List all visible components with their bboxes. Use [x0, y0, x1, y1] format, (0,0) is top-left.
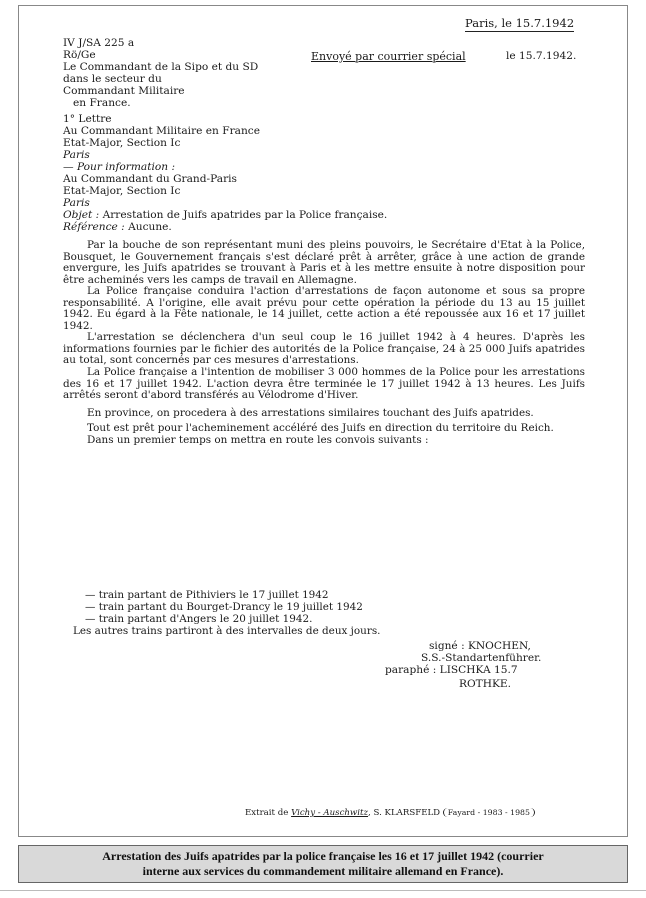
sender-line-3: Commandant Militaire	[63, 85, 185, 97]
extract-author: , S. KLARSFELD	[368, 808, 441, 818]
sent-date: le 15.7.1942.	[506, 50, 577, 62]
reference-code: IV J/SA 225 a	[63, 37, 135, 49]
extract-prefix: Extrait de	[245, 808, 289, 818]
objet-text: Arrestation de Juifs apatrides par la Police française.	[102, 209, 388, 221]
reference-text: Aucune.	[128, 221, 172, 233]
cc-line-1: Au Commandant du Grand-Paris	[63, 173, 237, 185]
train-1: — train partant de Pithiviers le 17 juillet 1942	[85, 589, 329, 601]
paragraph-3: L'arrestation se déclenchera d'un seul coup le 16 juillet 1942 à 4 heures. D'après les informations fournies par le fichier des autorités de la Police française, 24 à 25 000 Juifs apatrides au total, sont concernés par ces mesures d'arrestations.	[63, 331, 585, 367]
recipient-city: Paris	[63, 149, 90, 161]
paragraph-5: En province, on procedera à des arrestations similaires touchant des Juifs apatrides.	[87, 406, 534, 419]
final-line: Les autres trains partiront à des intervalles de deux jours.	[73, 625, 381, 637]
cc-city: Paris	[63, 197, 90, 209]
rank: S.S.-Standartenführer.	[421, 652, 542, 664]
sender-line-2: dans le secteur du	[63, 73, 162, 85]
paraphe: paraphé : LISCHKA 15.7	[385, 664, 518, 676]
sent-note: Envoyé par courrier spécial	[311, 50, 466, 63]
reference-label: Référence :	[63, 221, 125, 233]
rothke: ROTHKE.	[459, 678, 511, 690]
objet-line	[63, 210, 387, 221]
paragraph-2: La Police française conduira l'action d'arrestations de façon autonome et sous sa propre responsabilité. A l'origine, elle avait prévu pour cette opération la période du 13 au 15 juillet 1942. Eu égard à la Fête nationale, le 14 juillet, cette action a été repoussée aux 16 et 17 juillet 1942.	[63, 285, 585, 332]
paragraph-1: Par la bouche de son représentant muni des pleins pouvoirs, le Secrétaire d'Etat à la Police, Bousquet, le Gouvernement français s'est déclaré prêt à arrêter, grâce à une action de grande envergure, les Juifs apatrides se trouvant à Paris et à les mettre ensuite à notre disposition pour être acheminés vers les camps de travail en Allemagne.	[63, 239, 585, 286]
sender-line-4: en France.	[73, 97, 131, 109]
reference-line	[63, 222, 172, 233]
extract-publisher: Fayard - 1983 - 1985	[443, 808, 535, 817]
scanned-letter	[18, 5, 628, 837]
paragraph-4: La Police française a l'intention de mobiliser 3 000 hommes de la Police pour les arrestations des 16 et 17 juillet 1942. L'action devra être terminée le 17 juillet 1942 à 13 heures. Les Juifs arrêtés seront d'abord transférés au Vélodrome d'Hiver.	[63, 366, 585, 402]
train-3: — train partant d'Angers le 20 juillet 1942.	[85, 613, 313, 625]
paragraph-7: Dans un premier temps on mettra en route les convois suivants :	[87, 433, 429, 446]
objet-label: Objet :	[63, 209, 100, 221]
place-date: Paris, le 15.7.1942	[465, 16, 575, 30]
caption-line-1: Arrestation des Juifs apatrides par la police française les 16 et 17 juillet 1942 (courrier	[102, 849, 544, 863]
for-information: — Pour information :	[63, 161, 176, 173]
train-2: — train partant du Bourget-Drancy le 19 juillet 1942	[85, 601, 363, 613]
recipient-line-2: Etat-Major, Section Ic	[63, 137, 181, 149]
paragraph-6: Tout est prêt pour l'acheminement accéléré des Juifs en direction du territoire du Reich.	[87, 422, 554, 435]
caption-line-2: interne aux services du commandement militaire allemand en France).	[142, 864, 504, 878]
first-letter: 1° Lettre	[63, 113, 112, 125]
bottom-divider	[0, 890, 646, 891]
initials: Rö/Ge	[63, 49, 96, 61]
cc-line-2: Etat-Major, Section Ic	[63, 185, 181, 197]
signed: signé : KNOCHEN,	[429, 640, 531, 652]
image-caption	[18, 845, 628, 883]
extract-title: Vichy - Auschwitz	[291, 808, 369, 818]
source-extract	[245, 808, 535, 818]
letter-body	[63, 240, 585, 446]
recipient-line-1: Au Commandant Militaire en France	[63, 125, 260, 137]
sender-line-1: Le Commandant de la Sipo et du SD	[63, 61, 259, 73]
